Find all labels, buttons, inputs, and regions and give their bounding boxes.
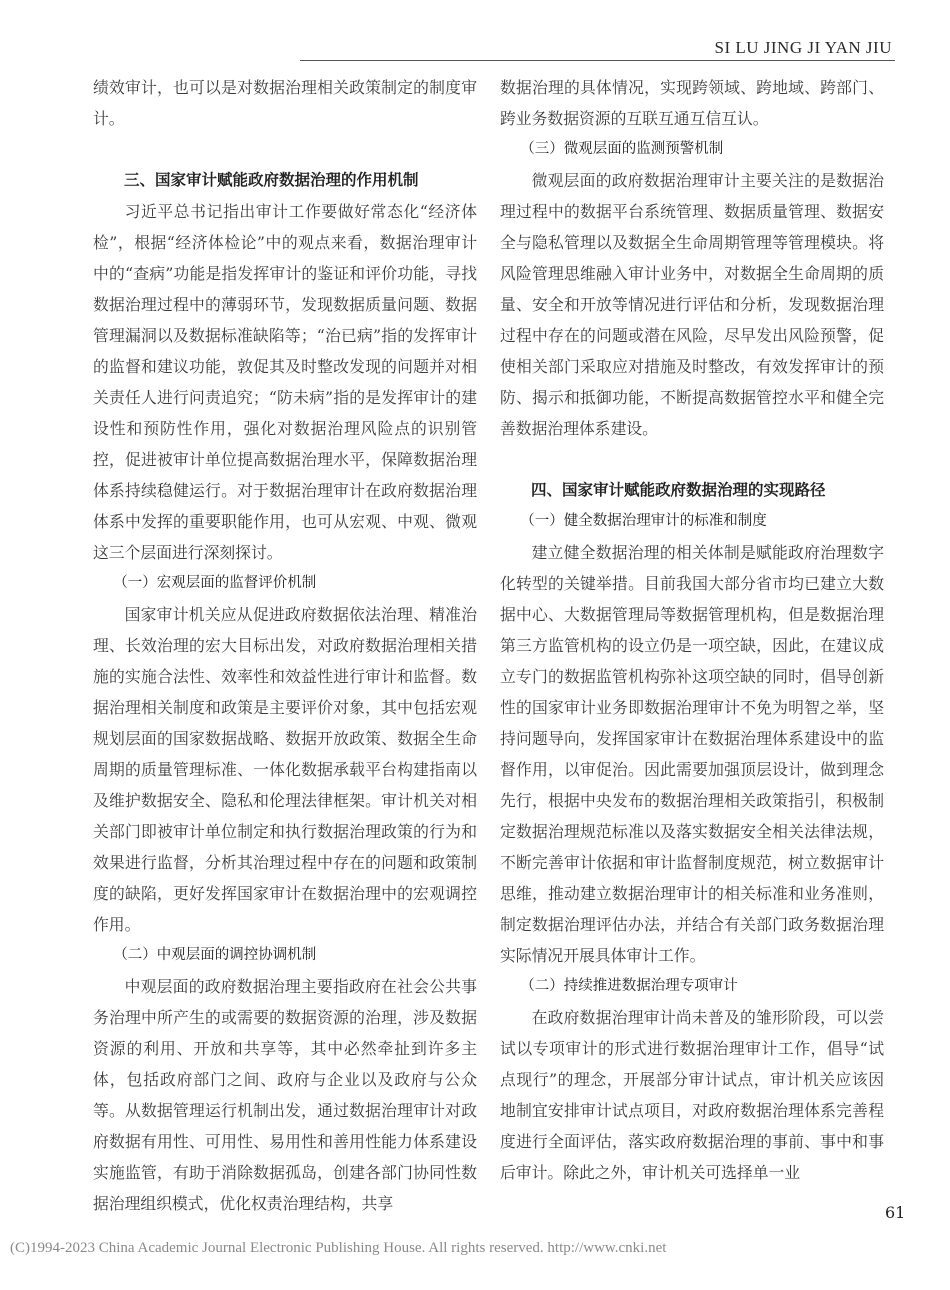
subsection-heading: （一）健全数据治理审计的标准和制度: [520, 513, 767, 529]
subsection-heading: （三）微观层面的监测预警机制: [520, 141, 724, 157]
paragraph: 微观层面的政府数据治理审计主要关注的是数据治理过程中的数据平台系统管理、数据质量管理、数据安全与隐私管理以及数据全生命周期管理等管理模块。将风险管理思维融入审计业务中，对数据全生命周期的质量、安全和开放等情况进行评估和分析，发现数据治理过程中存在的问题或潜在风险，尽早发出风险预警，促使相关部门采取应对措施及时整改，有效发挥审计的预防、揭示和抵御功能，不断提高数据管控水平和健全完善数据治理体系建设。: [500, 171, 884, 438]
paragraph: 建立健全数据治理的相关体制是赋能政府治理数字化转型的关键举措。目前我国大部分省市均已建立大数据中心、大数据管理局等数据管理机构，但是数据治理第三方监管机构的设立仍是一项空缺，因此，在建议成立专门的数据监管机构弥补这项空缺的同时，倡导创新性的国家审计业务即数据治理审计不免为明智之举，坚持问题导向，发挥国家审计在数据治理体系建设中的监督作用，以审促治。因此需要加强顶层设计，做到理念先行，根据中央发布的数据治理相关政策指引，积极制定数据治理规范标准以及落实数据安全相关法律法规，不断完善审计依据和审计监督制度规范，树立数据审计思维，推动建立数据治理审计的相关标准和业务准则，制定数据治理评估办法，并结合有关部门政务数据治理实际情况开展具体审计工作。: [500, 543, 884, 965]
spacer: [500, 444, 884, 475]
section-heading: 三、国家审计赋能政府数据治理的作用机制: [124, 171, 419, 189]
paragraph: 国家审计机关应从促进政府数据依法治理、精准治理、长效治理的宏大目标出发，对政府数据治理相关措施的实施合法性、效率性和效益性进行审计和监督。数据治理相关制度和政策是主要评价对象，其中包括宏观规划层面的国家数据战略、数据开放政策、数据全生命周期的质量管理标准、一体化数据承载平台构建指南以及维护数据安全、隐私和伦理法律框架。审计机关对相关部门即被审计单位制定和执行数据治理政策的行为和效果进行监督，分析其治理过程中存在的问题和政策制度的缺陷，更好发挥国家审计在数据治理中的宏观调控作用。: [93, 605, 477, 934]
paragraph: 绩效审计，也可以是对数据治理相关政策制定的制度审计。: [93, 78, 477, 128]
paragraph: 习近平总书记指出审计工作要做好常态化“经济体检”，根据“经济体检论”中的观点来看，数据治理审计中的“查病”功能是指发挥审计的鉴证和评价功能，寻找数据治理过程中的薄弱环节，发现数据质量问题、数据管理漏洞以及数据标准缺陷等；“治已病”指的发挥审计的监督和建议功能，敦促其及时整改发现的问题并对相关责任人进行问责追究；“防未病”指的是发挥审计的建设性和预防性作用，强化对数据治理风险点的识别管控，促进被审计单位提高数据治理水平，保障数据治理体系持续稳健运行。对于数据治理审计在政府数据治理体系中发挥的重要职能作用，也可从宏观、中观、微观这三个层面进行深刻探讨。: [93, 202, 477, 562]
spacer: [93, 134, 477, 165]
section-heading: 四、国家审计赋能政府数据治理的实现路径: [531, 481, 826, 499]
page-number: 61: [885, 1203, 906, 1222]
journal-name: SI LU JING JI YAN JIU: [714, 38, 892, 57]
left-column: [93, 72, 477, 1219]
right-column: [500, 72, 884, 1188]
paragraph: 在政府数据治理审计尚未普及的雏形阶段，可以尝试以专项审计的形式进行数据治理审计工作，倡导“试点现行”的理念，开展部分审计试点，审计机关应该因地制宜安排审计试点项目，对政府数据治理体系完善程度进行全面评估，落实政府数据治理的事前、事中和事后审计。除此之外，审计机关可选择单一业: [500, 1008, 884, 1182]
header-rule: [300, 60, 895, 61]
paragraph: 数据治理的具体情况，实现跨领域、跨地域、跨部门、跨业务数据资源的互联互通互信互认。: [500, 78, 884, 128]
subsection-heading: （二）中观层面的调控协调机制: [113, 947, 317, 963]
copyright-footer: (C)1994-2023 China Academic Journal Electronic Publishing House. All rights reserved. http://www.cnki.net: [10, 1240, 667, 1256]
paragraph: 中观层面的政府数据治理主要指政府在社会公共事务治理中所产生的或需要的数据资源的治理，涉及数据资源的利用、开放和共享等，其中必然牵扯到许多主体，包括政府部门之间、政府与企业以及政府与公众等。从数据管理运行机制出发，通过数据治理审计对政府数据有用性、可用性、易用性和善用性能力体系建设实施监管，有助于消除数据孤岛，创建各部门协同性数据治理组织模式，优化权责治理结构，共享: [93, 977, 477, 1213]
subsection-heading: （一）宏观层面的监督评价机制: [113, 575, 317, 591]
subsection-heading: （二）持续推进数据治理专项审计: [520, 978, 738, 994]
